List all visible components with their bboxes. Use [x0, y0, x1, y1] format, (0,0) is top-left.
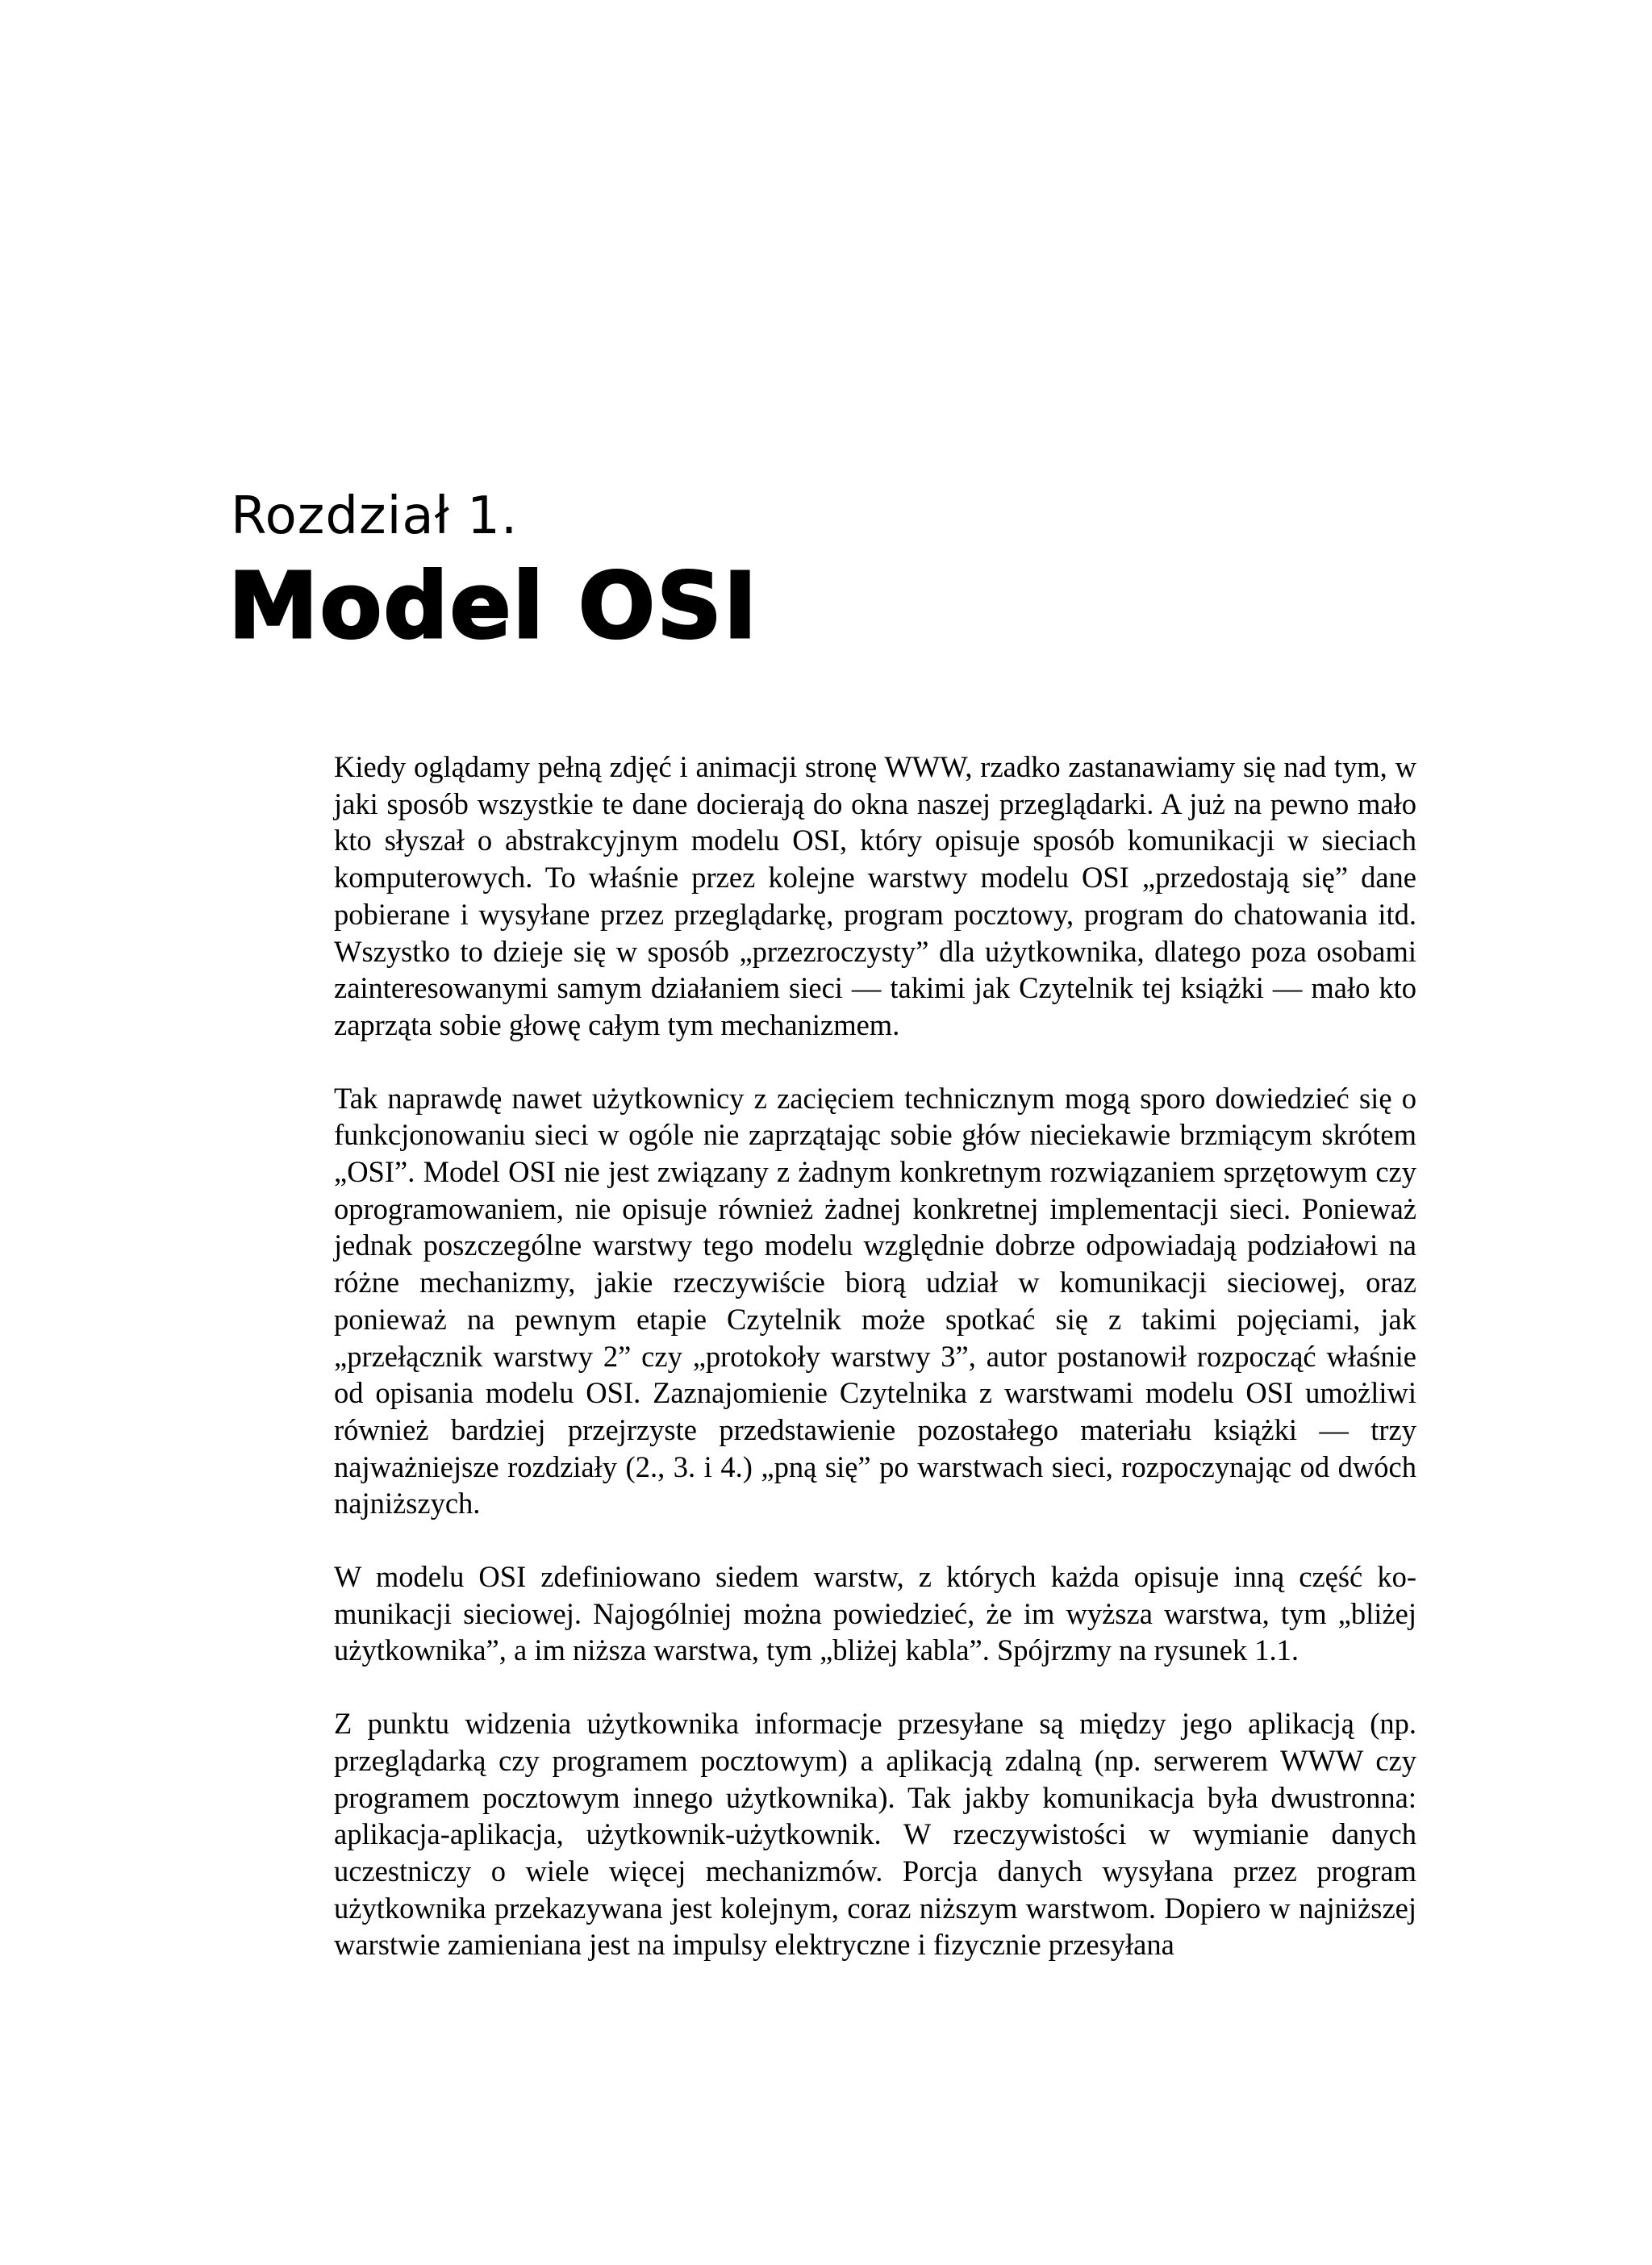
- paragraph-2: Tak naprawdę nawet użytkownicy z zacięciem technicznym mogą sporo dowiedzieć się o funkcjonowaniu sieci w ogóle nie zaprzątając sobie głów nieciekawie brzmiącym skrótem „OSI”. Model OSI nie jest związany z żadnym konkretnym rozwiązaniem sprzętowym czy oprogramowaniem, nie opisuje również żadnej konkretnej implementacji sieci. Ponieważ jednak poszczególne warstwy tego modelu względnie dobrze odpowiadają podziałowi na różne mechanizmy, jakie rzeczywiście biorą udział w komunikacji sieciowej, oraz ponieważ na pewnym etapie Czytelnik może spotkać się z takimi pojęciami, jak „przełącznik warstwy 2” czy „protokoły warstwy 3”, autor postanowił rozpocząć właśnie od opisania modelu OSI. Zaznajomienie Czytelnika z warstwami modelu OSI umożliwi również bardziej przejrzyste przedstawienie pozostałego materiału książki — trzy najważniejsze rozdziały (2., 3. i 4.) „pną się” po warstwach sieci, rozpoczynając od dwóch najniższych.: [334, 1081, 1416, 1520]
- paragraph-3: W modelu OSI zdefiniowano siedem warstw, z których każda opisuje inną część komunikacji sieciowej. Najogólniej można powiedzieć, że im wyższa warstwa, tym „bliżej użytkownika”, a im niższa warstwa, tym „bliżej kabla”. Spójrzmy na rysunek 1.1.: [334, 1560, 1416, 1667]
- chapter-title: Model OSI: [228, 554, 759, 659]
- chapter-label: Rozdział 1.: [231, 486, 519, 546]
- paragraph-1: Kiedy oglądamy pełną zdjęć i animacji stronę WWW, rzadko zastanawiamy się nad tym, w jaki sposób wszystkie te dane docierają do okna naszej przeglądarki. A już na pewno mało kto słyszał o abstrakcyjnym modelu OSI, który opisuje sposób komunikacji w sieciach komputerowych. To właśnie przez kolejne warstwy modelu OSI „przedostają się” dane pobierane i wysyłane przez przeglądarkę, program pocztowy, program do chatowania itd. Wszystko to dzieje się w sposób „przezroczysty” dla użytkownika, dlatego poza osobami zainteresowanymi samym działaniem sieci — takimi jak Czytelnik tej książki — mało kto zaprząta sobie głowę całym tym mechanizmem.: [334, 750, 1416, 1041]
- paragraph-4: Z punktu widzenia użytkownika informacje przesyłane są między jego aplikacją (np. przeglądarką czy programem pocztowym) a aplikacją zdalną (np. serwerem WWW czy programem pocztowym innego użytkownika). Tak jakby komunikacja była dwustronna: aplikacja-aplikacja, użytkownik-użytkownik. W rzeczywistości w wymianie danych uczestniczy o wiele więcej mechanizmów. Porcja danych wysyłana przez program użytkownika przekazywana jest kolejnym, coraz niższym warstwom. Dopiero w najniższej warstwie zamieniana jest na impulsy elektryczne i fizycznie przesyłana: [334, 1707, 1416, 1962]
- body-text: [334, 749, 1416, 1963]
